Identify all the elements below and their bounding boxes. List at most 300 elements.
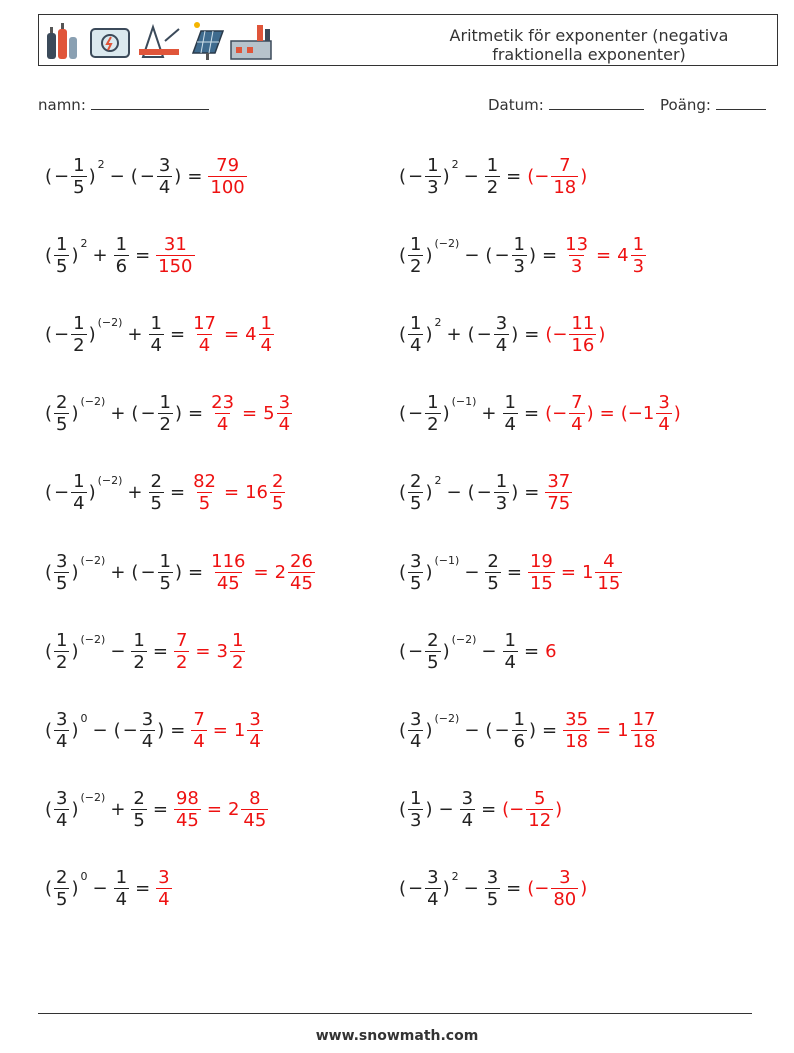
denominator: 4 [198, 334, 211, 356]
answer-text: ) [580, 165, 588, 187]
denominator: 15 [597, 572, 621, 594]
denominator: 5 [486, 889, 499, 911]
denominator: 5 [410, 572, 422, 594]
numerator: 37 [547, 471, 571, 493]
answer-fraction [247, 709, 262, 752]
answer-fraction [191, 313, 218, 356]
exponent: (−1) [451, 395, 477, 409]
operator: = [506, 878, 522, 900]
answer-fraction [241, 788, 268, 831]
operator: ( [399, 719, 407, 741]
denominator: 16 [571, 334, 595, 356]
denominator: 100 [210, 176, 245, 198]
operator: ( [485, 719, 493, 741]
denominator: 3 [632, 255, 645, 277]
denominator: 3 [427, 176, 439, 198]
denominator: 4 [410, 334, 422, 356]
exponent: (−1) [434, 553, 460, 567]
answer-text: 2 [227, 799, 240, 821]
answer-fraction [551, 155, 578, 198]
exponent: (−2) [434, 711, 460, 725]
numerator: 3 [56, 550, 68, 572]
exponent: 2 [97, 157, 105, 171]
exercise-row [44, 309, 275, 359]
operator: ) [88, 323, 96, 345]
exponent: 2 [434, 315, 442, 329]
answer-text: = [596, 244, 612, 266]
date-blank[interactable] [549, 94, 644, 110]
fraction [425, 867, 440, 910]
fraction [114, 867, 129, 910]
operator: ) [425, 323, 433, 345]
answer-fraction [156, 867, 171, 910]
operator: ) [71, 719, 79, 741]
operator: − [139, 165, 155, 187]
date-label: Datum: [488, 96, 544, 114]
answer-fraction [277, 392, 292, 435]
answer-text: 1 [617, 719, 629, 741]
operator: − [54, 323, 70, 345]
operator: ) [442, 640, 450, 662]
exercise-row [398, 468, 573, 518]
fraction [503, 392, 518, 435]
fraction [425, 392, 440, 435]
operator: ) [425, 561, 433, 583]
exercise-row [398, 230, 647, 280]
denominator: 4 [278, 414, 291, 436]
operator: = [152, 640, 168, 662]
operator: = [169, 323, 186, 345]
operator: = [188, 561, 204, 583]
denominator: 4 [56, 810, 68, 832]
numerator: 23 [211, 392, 235, 414]
denominator: 2 [486, 176, 499, 198]
operator: − [408, 878, 424, 900]
fraction [54, 234, 69, 277]
fraction [408, 551, 423, 594]
denominator: 5 [56, 414, 68, 436]
score-field[interactable] [660, 94, 766, 114]
denominator: 4 [461, 810, 474, 832]
denominator: 3 [513, 255, 525, 277]
answer-fraction [191, 709, 206, 752]
exercise-row [398, 389, 682, 439]
operator: ) [442, 403, 450, 425]
fraction [494, 313, 509, 356]
gas-cylinder-icon [47, 23, 77, 59]
score-label: Poäng: [660, 96, 711, 114]
answer-text: = [206, 799, 222, 821]
oil-rig-icon [139, 27, 179, 57]
operator: ( [399, 165, 407, 187]
denominator: 4 [260, 334, 272, 356]
answer-text: = [223, 482, 240, 504]
denominator: 4 [193, 730, 205, 752]
numerator: 3 [495, 312, 508, 334]
answer-text: (− [502, 799, 525, 821]
numerator: 1 [632, 233, 645, 255]
operator: = [523, 403, 540, 425]
numerator: 17 [193, 312, 216, 334]
numerator: 3 [249, 708, 261, 730]
denominator: 5 [150, 493, 162, 515]
denominator: 3 [410, 810, 422, 832]
operator: + [110, 403, 126, 425]
operator: ( [399, 799, 407, 821]
denominator: 80 [553, 889, 577, 911]
numerator: 31 [163, 233, 187, 255]
numerator: 2 [427, 629, 439, 651]
operator: ) [157, 719, 165, 741]
footer-divider [38, 1013, 752, 1014]
denominator: 4 [158, 889, 170, 911]
operator: − [140, 561, 156, 583]
exercise-row [44, 151, 248, 201]
operator: ) [71, 878, 79, 900]
denominator: 2 [133, 651, 145, 673]
numerator: 26 [290, 550, 313, 572]
operator: − [481, 640, 497, 662]
fraction [408, 313, 423, 356]
operator: − [92, 878, 108, 900]
date-field[interactable] [488, 94, 644, 114]
exponent: (−2) [434, 236, 460, 250]
denominator: 4 [658, 414, 670, 436]
operator: ( [399, 323, 407, 345]
denominator: 4 [216, 414, 229, 436]
name-field[interactable] [38, 94, 209, 114]
answer-fraction [191, 471, 218, 514]
numerator: 3 [158, 867, 170, 889]
exponent: 2 [434, 474, 442, 488]
operator: = [152, 799, 168, 821]
numerator: 116 [211, 550, 246, 572]
operator: − [446, 482, 462, 504]
denominator: 45 [243, 810, 267, 832]
numerator: 13 [565, 233, 589, 255]
fraction [131, 788, 146, 831]
answer-fraction [631, 709, 658, 752]
answer-text: = [212, 719, 228, 741]
fraction [140, 709, 155, 752]
operator: ( [45, 403, 53, 425]
denominator: 4 [427, 889, 439, 911]
answer-text: 1 [233, 719, 246, 741]
operator: ( [467, 323, 475, 345]
denominator: 2 [56, 651, 68, 673]
denominator: 5 [159, 572, 171, 594]
fraction [54, 551, 69, 594]
numerator: 1 [56, 629, 68, 651]
numerator: 1 [504, 392, 516, 414]
exercise-row [44, 785, 269, 835]
fraction [71, 471, 86, 514]
operator: = [506, 165, 522, 187]
operator: − [408, 403, 424, 425]
answer-fraction [551, 867, 578, 910]
operator: ( [45, 323, 53, 345]
exponent: 2 [451, 870, 459, 884]
denominator: 5 [56, 255, 68, 277]
denominator: 45 [290, 572, 313, 594]
title-line-1: Aritmetik för exponenter (negativa [449, 26, 729, 45]
numerator: 2 [271, 471, 284, 493]
operator: ) [175, 403, 183, 425]
answer-fraction [631, 234, 646, 277]
numerator: 35 [565, 708, 589, 730]
fraction [485, 867, 500, 910]
numerator: 1 [231, 629, 244, 651]
numerator: 1 [504, 629, 516, 651]
denominator: 2 [159, 414, 171, 436]
numerator: 1 [486, 154, 499, 176]
answer-text: 6 [545, 640, 557, 662]
answer-text: 5 [263, 403, 275, 425]
operator: = [135, 244, 151, 266]
denominator: 4 [158, 176, 171, 198]
operator: ) [425, 719, 433, 741]
answer-text: 2 [274, 561, 287, 583]
denominator: 45 [216, 572, 240, 594]
exponent: (−2) [97, 474, 123, 488]
operator: − [464, 561, 480, 583]
numerator: 3 [158, 154, 171, 176]
operator: ) [511, 323, 519, 345]
solar-panel-icon [193, 22, 223, 60]
operator: = [524, 482, 540, 504]
answer-fraction [208, 155, 246, 198]
answer-fraction [563, 709, 590, 752]
denominator: 5 [73, 176, 85, 198]
operator: = [135, 878, 151, 900]
denominator: 5 [198, 493, 211, 515]
answer-fraction [656, 392, 671, 435]
operator: ( [399, 640, 407, 662]
denominator: 3 [495, 493, 508, 515]
answer-text: 16 [245, 482, 268, 504]
fraction [408, 471, 423, 514]
exponent: (−2) [80, 553, 106, 567]
numerator: 1 [115, 233, 128, 255]
operator: − [140, 403, 156, 425]
answer-text: (−1 [620, 403, 655, 425]
numerator: 1 [513, 708, 525, 730]
numerator: 3 [486, 867, 499, 889]
answer-text: = [599, 403, 615, 425]
operator: − [476, 482, 492, 504]
numerator: 3 [141, 708, 154, 730]
answer-fraction [174, 630, 189, 673]
numerator: 1 [133, 629, 145, 651]
operator: − [92, 719, 108, 741]
numerator: 3 [278, 392, 291, 414]
numerator: 7 [571, 392, 583, 414]
fraction [54, 630, 69, 673]
operator: − [463, 878, 479, 900]
answer-fraction [569, 392, 584, 435]
denominator: 5 [410, 493, 422, 515]
answer-fraction [209, 392, 236, 435]
exponent: 0 [80, 870, 88, 884]
operator: ) [71, 561, 79, 583]
fraction [494, 471, 509, 514]
numerator: 7 [559, 154, 571, 176]
fraction [158, 551, 173, 594]
operator: + [127, 482, 143, 504]
operator: = [169, 482, 186, 504]
fraction [425, 155, 440, 198]
operator: = [481, 799, 497, 821]
exercise-row [398, 151, 588, 201]
denominator: 15 [529, 572, 553, 594]
operator: = [187, 165, 203, 187]
exercise-row [44, 864, 173, 914]
answer-fraction [156, 234, 194, 277]
operator: ) [71, 244, 79, 266]
title-line-2: fraktionella exponenter) [492, 45, 686, 64]
numerator: 2 [56, 392, 68, 414]
numerator: 1 [73, 312, 85, 334]
operator: + [481, 403, 497, 425]
exercise-row [398, 864, 588, 914]
denominator: 5 [271, 493, 284, 515]
operator: ( [485, 244, 493, 266]
answer-text: = [195, 640, 211, 662]
numerator: 5 [533, 788, 546, 810]
answer-text: (− [545, 323, 568, 345]
operator: ) [175, 561, 183, 583]
answer-text: 1 [581, 561, 594, 583]
operator: ( [467, 482, 475, 504]
operator: − [408, 165, 424, 187]
operator: − [110, 640, 126, 662]
numerator: 3 [658, 392, 670, 414]
worksheet-title [419, 26, 759, 64]
numerator: 1 [56, 233, 68, 255]
operator: ( [45, 561, 53, 583]
operator: = [542, 719, 558, 741]
operator: ( [45, 799, 53, 821]
numerator: 1 [159, 392, 171, 414]
numerator: 19 [529, 550, 553, 572]
denominator: 5 [487, 572, 499, 594]
answer-text: ) [598, 323, 606, 345]
answer-text: 3 [216, 640, 228, 662]
operator: ( [113, 719, 121, 741]
footer-url: www.snowmath.com [315, 1028, 479, 1044]
denominator: 18 [632, 730, 656, 752]
operator: ( [45, 640, 53, 662]
fraction [54, 392, 69, 435]
numerator: 79 [216, 154, 240, 176]
name-blank[interactable] [91, 94, 209, 110]
operator: ) [71, 403, 79, 425]
answer-fraction [270, 471, 285, 514]
answer-text: (− [527, 878, 550, 900]
exercise-row [398, 705, 658, 755]
numerator: 1 [410, 312, 422, 334]
numerator: 3 [427, 867, 439, 889]
fraction [408, 234, 423, 277]
denominator: 2 [410, 255, 422, 277]
fraction [512, 234, 527, 277]
battery-icon [91, 29, 129, 57]
operator: ) [511, 482, 519, 504]
denominator: 4 [571, 414, 583, 436]
exercise-row [44, 705, 264, 755]
numerator: 4 [603, 550, 615, 572]
answer-text: = [253, 561, 269, 583]
fraction [54, 788, 69, 831]
denominator: 2 [73, 334, 85, 356]
answer-text: = [596, 719, 612, 741]
operator: = [188, 403, 204, 425]
fraction [485, 551, 500, 594]
operator: ( [399, 561, 407, 583]
operator: ) [88, 482, 96, 504]
factory-icon [231, 25, 271, 59]
exponent: 2 [80, 236, 88, 250]
answer-text: (− [545, 403, 568, 425]
operator: − [438, 799, 454, 821]
exponent: 2 [451, 157, 459, 171]
operator: = [523, 640, 540, 662]
operator: + [92, 244, 108, 266]
operator: ( [130, 165, 138, 187]
numerator: 11 [571, 312, 595, 334]
exercise-row [44, 389, 293, 439]
fraction [131, 630, 146, 673]
denominator: 5 [133, 810, 145, 832]
fraction [54, 709, 69, 752]
score-blank[interactable] [716, 94, 766, 110]
denominator: 2 [427, 414, 439, 436]
operator: − [109, 165, 125, 187]
denominator: 4 [249, 730, 261, 752]
fraction [408, 709, 423, 752]
operator: ( [45, 719, 53, 741]
answer-fraction [569, 313, 596, 356]
fraction [71, 313, 86, 356]
denominator: 4 [115, 889, 128, 911]
numerator: 98 [175, 788, 199, 810]
fraction [114, 234, 129, 277]
operator: ) [71, 640, 79, 662]
numerator: 3 [56, 788, 68, 810]
denominator: 4 [504, 651, 516, 673]
denominator: 2 [175, 651, 188, 673]
denominator: 3 [570, 255, 583, 277]
answer-text: 4 [617, 244, 629, 266]
exercise-row [44, 626, 246, 676]
numerator: 2 [133, 788, 145, 810]
exercise-row [398, 785, 563, 835]
operator: ( [131, 561, 139, 583]
operator: − [122, 719, 138, 741]
numerator: 1 [427, 392, 439, 414]
exercise-row [44, 547, 316, 597]
numerator: 3 [410, 708, 422, 730]
fraction [408, 788, 423, 831]
numerator: 1 [159, 550, 171, 572]
numerator: 1 [495, 471, 508, 493]
denominator: 4 [56, 730, 68, 752]
denominator: 12 [528, 810, 552, 832]
operator: ) [529, 244, 537, 266]
exponent: (−2) [451, 632, 477, 646]
numerator: 2 [150, 471, 162, 493]
answer-text: ) [580, 878, 588, 900]
